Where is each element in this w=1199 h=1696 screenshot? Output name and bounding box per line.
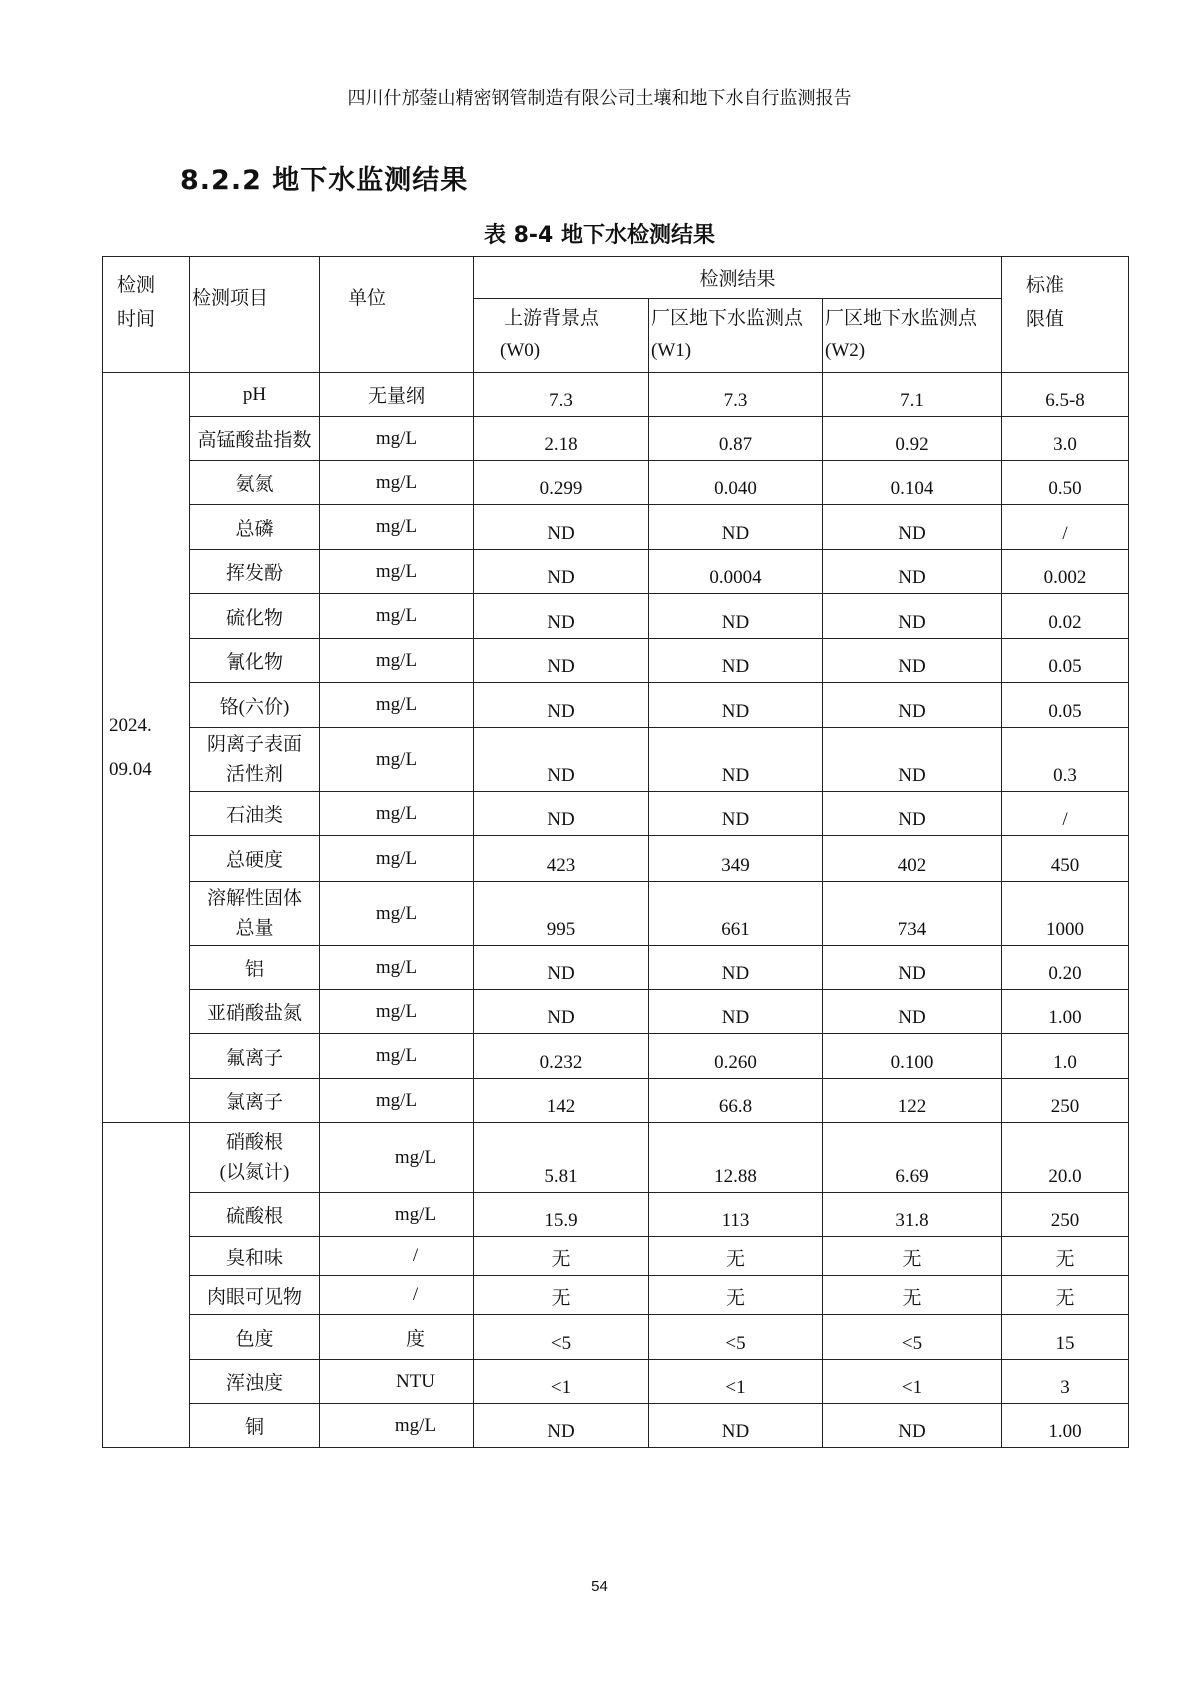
value-cell-w0: 15.9 [474, 1193, 649, 1237]
value-cell-w1: 无 [649, 1276, 823, 1315]
value-cell-w0: 142 [474, 1079, 649, 1123]
value-cell-w2: ND [823, 505, 1002, 550]
unit-cell: / [320, 1276, 474, 1315]
item-name-cell [190, 1276, 320, 1315]
value-cell-w2: ND [823, 639, 1002, 683]
table-row [103, 417, 1129, 461]
value-cell-w0: ND [474, 550, 649, 594]
header-w2 [823, 299, 1002, 373]
value-cell-w1: ND [649, 792, 823, 836]
item-name-line: 阴离子表面 [206, 733, 302, 755]
unit-cell: mg/L [320, 461, 474, 505]
value-cell-w0: 2.18 [474, 417, 649, 461]
sampling-date-cell [103, 373, 190, 1123]
value-cell-std: 250 [1002, 1079, 1129, 1123]
value-cell-std: 250 [1002, 1193, 1129, 1237]
item-name-line: 肉眼可见物 [206, 1286, 302, 1308]
value-cell-w2: ND [823, 1404, 1002, 1448]
item-name-line: (以氮计) [219, 1161, 290, 1183]
value-cell-w0: ND [474, 728, 649, 792]
value-cell-w0: 0.232 [474, 1034, 649, 1079]
sampling-date-cell [103, 1123, 190, 1448]
value-cell-std: 450 [1002, 836, 1129, 882]
value-cell-w2: 0.100 [823, 1034, 1002, 1079]
value-cell-w2: 6.69 [823, 1123, 1002, 1193]
value-cell-w2: 402 [823, 836, 1002, 882]
value-cell-w1: 0.040 [649, 461, 823, 505]
table-row [103, 990, 1129, 1034]
value-cell-w1: ND [649, 728, 823, 792]
value-cell-w0: <1 [474, 1360, 649, 1404]
header-item: 检测项目 [190, 257, 320, 373]
value-cell-std: 1000 [1002, 882, 1129, 946]
item-name-cell [190, 639, 320, 683]
item-name-line: 石油类 [225, 805, 283, 826]
table-row [103, 1404, 1129, 1448]
sampling-date-line2: 09.04 [109, 758, 152, 780]
value-cell-w1: ND [649, 946, 823, 990]
value-cell-std: 20.0 [1002, 1123, 1129, 1193]
header-w2-line1: 厂区地下水监测点 [825, 308, 978, 329]
unit-cell: mg/L [320, 882, 474, 946]
table-row [103, 1237, 1129, 1276]
item-name-line: 总量 [235, 917, 274, 939]
item-name-cell [190, 882, 320, 946]
value-cell-w2: 0.92 [823, 417, 1002, 461]
value-cell-w2: 7.1 [823, 373, 1002, 417]
table-row [103, 1034, 1129, 1079]
item-name-cell [190, 792, 320, 836]
item-name-cell [190, 946, 320, 990]
item-name-line: 浑浊度 [225, 1373, 283, 1394]
item-name-cell [190, 1079, 320, 1123]
header-results: 检测结果 [474, 257, 1002, 299]
item-name-cell [190, 1404, 320, 1448]
unit-cell: mg/L [320, 594, 474, 639]
table-row [103, 836, 1129, 882]
item-name-line: 活性剂 [225, 763, 283, 785]
table-row [103, 505, 1129, 550]
value-cell-std: 3 [1002, 1360, 1129, 1404]
item-name-line: 挥发酚 [225, 563, 283, 584]
value-cell-w0: 0.299 [474, 461, 649, 505]
unit-cell: mg/L [320, 505, 474, 550]
item-name-line: 总硬度 [225, 850, 283, 871]
value-cell-w1: 66.8 [649, 1079, 823, 1123]
unit-cell: mg/L [320, 946, 474, 990]
table-row [103, 373, 1129, 417]
item-name-line: 硫化物 [225, 607, 283, 629]
value-cell-w0: 无 [474, 1237, 649, 1276]
item-name-cell [190, 594, 320, 639]
value-cell-std: 1.0 [1002, 1034, 1129, 1079]
table-row [103, 946, 1129, 990]
value-cell-w1: ND [649, 639, 823, 683]
header-w0 [474, 299, 649, 373]
table-row [103, 1276, 1129, 1315]
value-cell-w1: ND [649, 990, 823, 1034]
unit-cell: / [320, 1237, 474, 1276]
value-cell-w2: 0.104 [823, 461, 1002, 505]
value-cell-w2: 122 [823, 1079, 1002, 1123]
value-cell-w1: 7.3 [649, 373, 823, 417]
table-row [103, 1315, 1129, 1360]
value-cell-w0: ND [474, 792, 649, 836]
unit-cell: mg/L [320, 728, 474, 792]
item-name-line: 氨氮 [235, 474, 274, 495]
page-number: 54 [591, 1578, 608, 1595]
value-cell-w0: 7.3 [474, 373, 649, 417]
value-cell-w2: ND [823, 792, 1002, 836]
value-cell-w1: ND [649, 1404, 823, 1448]
running-header: 四川什邡蓥山精密钢管制造有限公司土壤和地下水自行监测报告 [347, 88, 852, 108]
item-name-line: 硝酸根 [225, 1131, 283, 1153]
sampling-date-line1: 2024. [109, 714, 152, 736]
item-name-line: 色度 [235, 1328, 274, 1350]
value-cell-w2: ND [823, 946, 1002, 990]
header-time-line1: 检测 [117, 275, 156, 296]
item-name-cell [190, 1237, 320, 1276]
unit-cell: mg/L [320, 1123, 474, 1193]
value-cell-std: 无 [1002, 1237, 1129, 1276]
value-cell-w1: 113 [649, 1193, 823, 1237]
item-name-cell [190, 836, 320, 882]
value-cell-w2: ND [823, 728, 1002, 792]
unit-cell: mg/L [320, 1079, 474, 1123]
unit-cell: mg/L [320, 1034, 474, 1079]
value-cell-std: 无 [1002, 1276, 1129, 1315]
value-cell-w2: 无 [823, 1237, 1002, 1276]
groundwater-results-table [102, 256, 1129, 1448]
value-cell-w2: 734 [823, 882, 1002, 946]
header-w0-line1: 上游背景点 [504, 308, 600, 329]
table-row [103, 1123, 1129, 1193]
value-cell-w0: ND [474, 594, 649, 639]
table-caption: 表 8-4 地下水检测结果 [483, 223, 716, 248]
item-name-cell [190, 728, 320, 792]
header-time [103, 257, 190, 373]
header-time-line2: 时间 [117, 309, 156, 330]
value-cell-w1: 349 [649, 836, 823, 882]
header-w2-line2: (W2) [825, 340, 866, 361]
value-cell-w2: <1 [823, 1360, 1002, 1404]
value-cell-w1: 0.0004 [649, 550, 823, 594]
value-cell-w2: 无 [823, 1276, 1002, 1315]
unit-cell: mg/L [320, 683, 474, 728]
table-row [103, 792, 1129, 836]
value-cell-std: 0.02 [1002, 594, 1129, 639]
header-standard-line1: 标准 [1026, 275, 1065, 296]
value-cell-w0: 5.81 [474, 1123, 649, 1193]
item-name-line: 高锰酸盐指数 [197, 430, 312, 451]
section-title: 8.2.2 地下水监测结果 [180, 165, 469, 196]
header-row [103, 257, 1129, 299]
header-w1-line2: (W1) [651, 340, 692, 361]
value-cell-std: / [1002, 792, 1129, 836]
unit-cell: NTU [320, 1360, 474, 1404]
table-row [103, 1193, 1129, 1237]
table-row [103, 1079, 1129, 1123]
item-name-line: 氰化物 [225, 652, 283, 673]
item-name-cell [190, 373, 320, 417]
header-standard-line2: 限值 [1026, 309, 1065, 330]
item-name-cell [190, 1315, 320, 1360]
table-row [103, 461, 1129, 505]
header-unit: 单位 [320, 257, 474, 373]
item-name-cell [190, 1123, 320, 1193]
unit-cell: mg/L [320, 550, 474, 594]
item-name-cell [190, 550, 320, 594]
item-name-line: 铜 [244, 1417, 264, 1438]
item-name-line: 总磷 [235, 518, 274, 540]
item-name-cell [190, 505, 320, 550]
table-row [103, 728, 1129, 792]
item-name-line: 溶解性固体 [206, 887, 302, 909]
value-cell-w2: ND [823, 683, 1002, 728]
header-w1 [649, 299, 823, 373]
value-cell-std: 3.0 [1002, 417, 1129, 461]
unit-cell: mg/L [320, 792, 474, 836]
value-cell-w2: ND [823, 550, 1002, 594]
value-cell-std: 0.05 [1002, 639, 1129, 683]
value-cell-std: / [1002, 505, 1129, 550]
unit-cell: mg/L [320, 990, 474, 1034]
item-name-cell [190, 1034, 320, 1079]
value-cell-w0: ND [474, 946, 649, 990]
item-name-cell [190, 461, 320, 505]
value-cell-w0: 995 [474, 882, 649, 946]
unit-cell: 度 [320, 1315, 474, 1360]
value-cell-std: 1.00 [1002, 1404, 1129, 1448]
value-cell-w2: ND [823, 990, 1002, 1034]
table-row [103, 639, 1129, 683]
value-cell-std: 0.002 [1002, 550, 1129, 594]
header-w1-line1: 厂区地下水监测点 [651, 308, 804, 329]
value-cell-std: 15 [1002, 1315, 1129, 1360]
item-name-cell [190, 683, 320, 728]
unit-cell: mg/L [320, 1193, 474, 1237]
unit-cell: mg/L [320, 417, 474, 461]
value-cell-std: 0.05 [1002, 683, 1129, 728]
value-cell-w1: ND [649, 683, 823, 728]
value-cell-w1: 0.260 [649, 1034, 823, 1079]
value-cell-w0: ND [474, 1404, 649, 1448]
value-cell-w0: ND [474, 639, 649, 683]
value-cell-w0: 无 [474, 1276, 649, 1315]
item-name-line: 亚硝酸盐氮 [206, 1003, 302, 1024]
value-cell-w0: <5 [474, 1315, 649, 1360]
value-cell-w2: <5 [823, 1315, 1002, 1360]
header-standard [1002, 257, 1129, 373]
table-row [103, 683, 1129, 728]
item-name-line: pH [242, 383, 267, 405]
item-name-cell [190, 1360, 320, 1404]
value-cell-std: 1.00 [1002, 990, 1129, 1034]
value-cell-w1: 无 [649, 1237, 823, 1276]
table-row [103, 550, 1129, 594]
value-cell-w1: ND [649, 505, 823, 550]
table-row [103, 882, 1129, 946]
unit-cell: mg/L [320, 1404, 474, 1448]
value-cell-std: 0.3 [1002, 728, 1129, 792]
value-cell-w1: 12.88 [649, 1123, 823, 1193]
value-cell-std: 0.50 [1002, 461, 1129, 505]
item-name-cell [190, 417, 320, 461]
item-name-line: 臭和味 [225, 1247, 283, 1269]
unit-cell: 无量纲 [320, 373, 474, 417]
value-cell-w1: 661 [649, 882, 823, 946]
header-w0-line2: (W0) [500, 340, 541, 361]
unit-cell: mg/L [320, 836, 474, 882]
unit-cell: mg/L [320, 639, 474, 683]
value-cell-w1: <1 [649, 1360, 823, 1404]
value-cell-w0: 423 [474, 836, 649, 882]
value-cell-w1: <5 [649, 1315, 823, 1360]
value-cell-std: 0.20 [1002, 946, 1129, 990]
value-cell-std: 6.5-8 [1002, 373, 1129, 417]
value-cell-w0: ND [474, 683, 649, 728]
item-name-line: 铬(六价) [219, 696, 290, 718]
item-name-line: 硫酸根 [225, 1206, 283, 1227]
value-cell-w0: ND [474, 990, 649, 1034]
value-cell-w1: ND [649, 594, 823, 639]
value-cell-w2: 31.8 [823, 1193, 1002, 1237]
item-name-cell [190, 990, 320, 1034]
table-row [103, 1360, 1129, 1404]
item-name-line: 氟离子 [225, 1047, 283, 1069]
item-name-line: 氯离子 [225, 1092, 283, 1113]
item-name-cell [190, 1193, 320, 1237]
value-cell-w2: ND [823, 594, 1002, 639]
value-cell-w0: ND [474, 505, 649, 550]
table-row [103, 594, 1129, 639]
item-name-line: 铝 [244, 959, 264, 980]
value-cell-w1: 0.87 [649, 417, 823, 461]
